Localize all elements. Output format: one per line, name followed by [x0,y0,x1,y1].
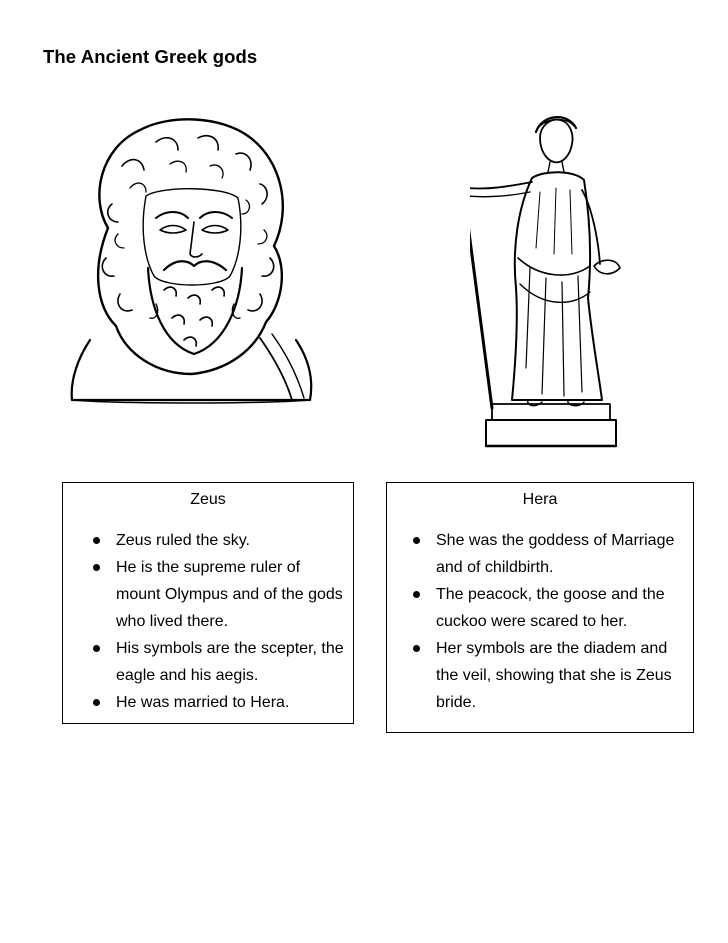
fact-text: The peacock, the goose and the cuckoo were scared to her. [436,586,665,630]
bullet-icon [93,537,100,544]
list-item [93,527,345,554]
list-item [413,527,687,581]
fact-text: He was married to Hera. [116,694,290,711]
list-item [413,581,687,635]
fact-text: His symbols are the scepter, the eagle and his aegis. [116,640,344,684]
bullet-icon [93,564,100,571]
hera-statue-illustration [470,108,622,454]
zeus-facts-list [93,527,345,716]
zeus-info-card [62,482,354,724]
bullet-icon [413,645,420,652]
list-item [93,554,345,635]
list-item [93,635,345,689]
bullet-icon [413,537,420,544]
fact-text: Zeus ruled the sky. [116,532,250,549]
hera-facts-list [413,527,687,716]
bullet-icon [413,591,420,598]
zeus-bust-illustration [60,108,322,438]
bullet-icon [93,645,100,652]
fact-text: She was the goddess of Marriage and of childbirth. [436,532,675,576]
list-item [413,635,687,716]
bullet-icon [93,699,100,706]
list-item [93,689,345,716]
hera-info-card [386,482,694,733]
fact-text: Her symbols are the diadem and the veil, showing that she is Zeus bride. [436,640,672,711]
zeus-card-title: Zeus [190,491,226,508]
page-title: The Ancient Greek gods [43,46,258,67]
fact-text: He is the supreme ruler of mount Olympus and of the gods who lived there. [116,559,343,630]
hera-card-title: Hera [522,491,558,508]
